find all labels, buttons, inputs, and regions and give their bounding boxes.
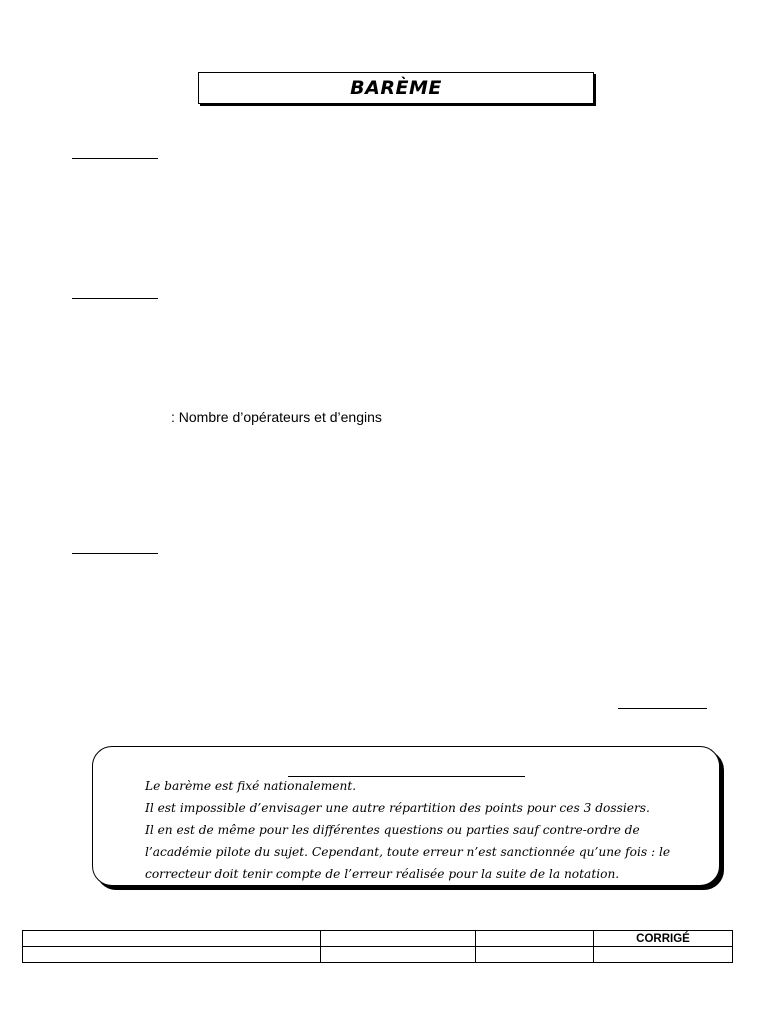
page-title: BARÈME — [350, 77, 442, 99]
section-1-underline — [72, 158, 158, 159]
table-row — [23, 947, 733, 963]
note-text — [145, 775, 705, 885]
table-cell — [23, 947, 321, 963]
note-box — [92, 746, 720, 886]
note-line: l’académie pilote du sujet. Cependant, toute erreur n’est sanctionnée qu’une fois : le — [145, 845, 671, 859]
footer-table — [22, 930, 733, 963]
section-3-underline — [72, 553, 158, 554]
table-cell — [321, 931, 476, 947]
corrige-label: CORRIGÉ — [594, 931, 733, 947]
table-cell — [476, 947, 594, 963]
table-cell — [23, 931, 321, 947]
note-line: Il est impossible d’envisager une autre répartition des points pour ces 3 dossiers. — [145, 801, 650, 815]
note-line: Il en est de même pour les différentes questions ou parties sauf contre-ordre de — [145, 823, 640, 837]
title-box — [198, 72, 594, 104]
table-cell — [321, 947, 476, 963]
table-row — [23, 931, 733, 947]
note-line: correcteur doit tenir compte de l’erreur réalisée pour la suite de la notation. — [145, 867, 620, 881]
note-line: Le barème est fixé nationalement. — [145, 779, 357, 793]
right-underline — [618, 708, 707, 709]
operators-label: : Nombre d’opérateurs et d’engins — [171, 409, 382, 425]
section-2-underline — [72, 298, 158, 299]
table-cell — [594, 947, 733, 963]
table-cell — [476, 931, 594, 947]
